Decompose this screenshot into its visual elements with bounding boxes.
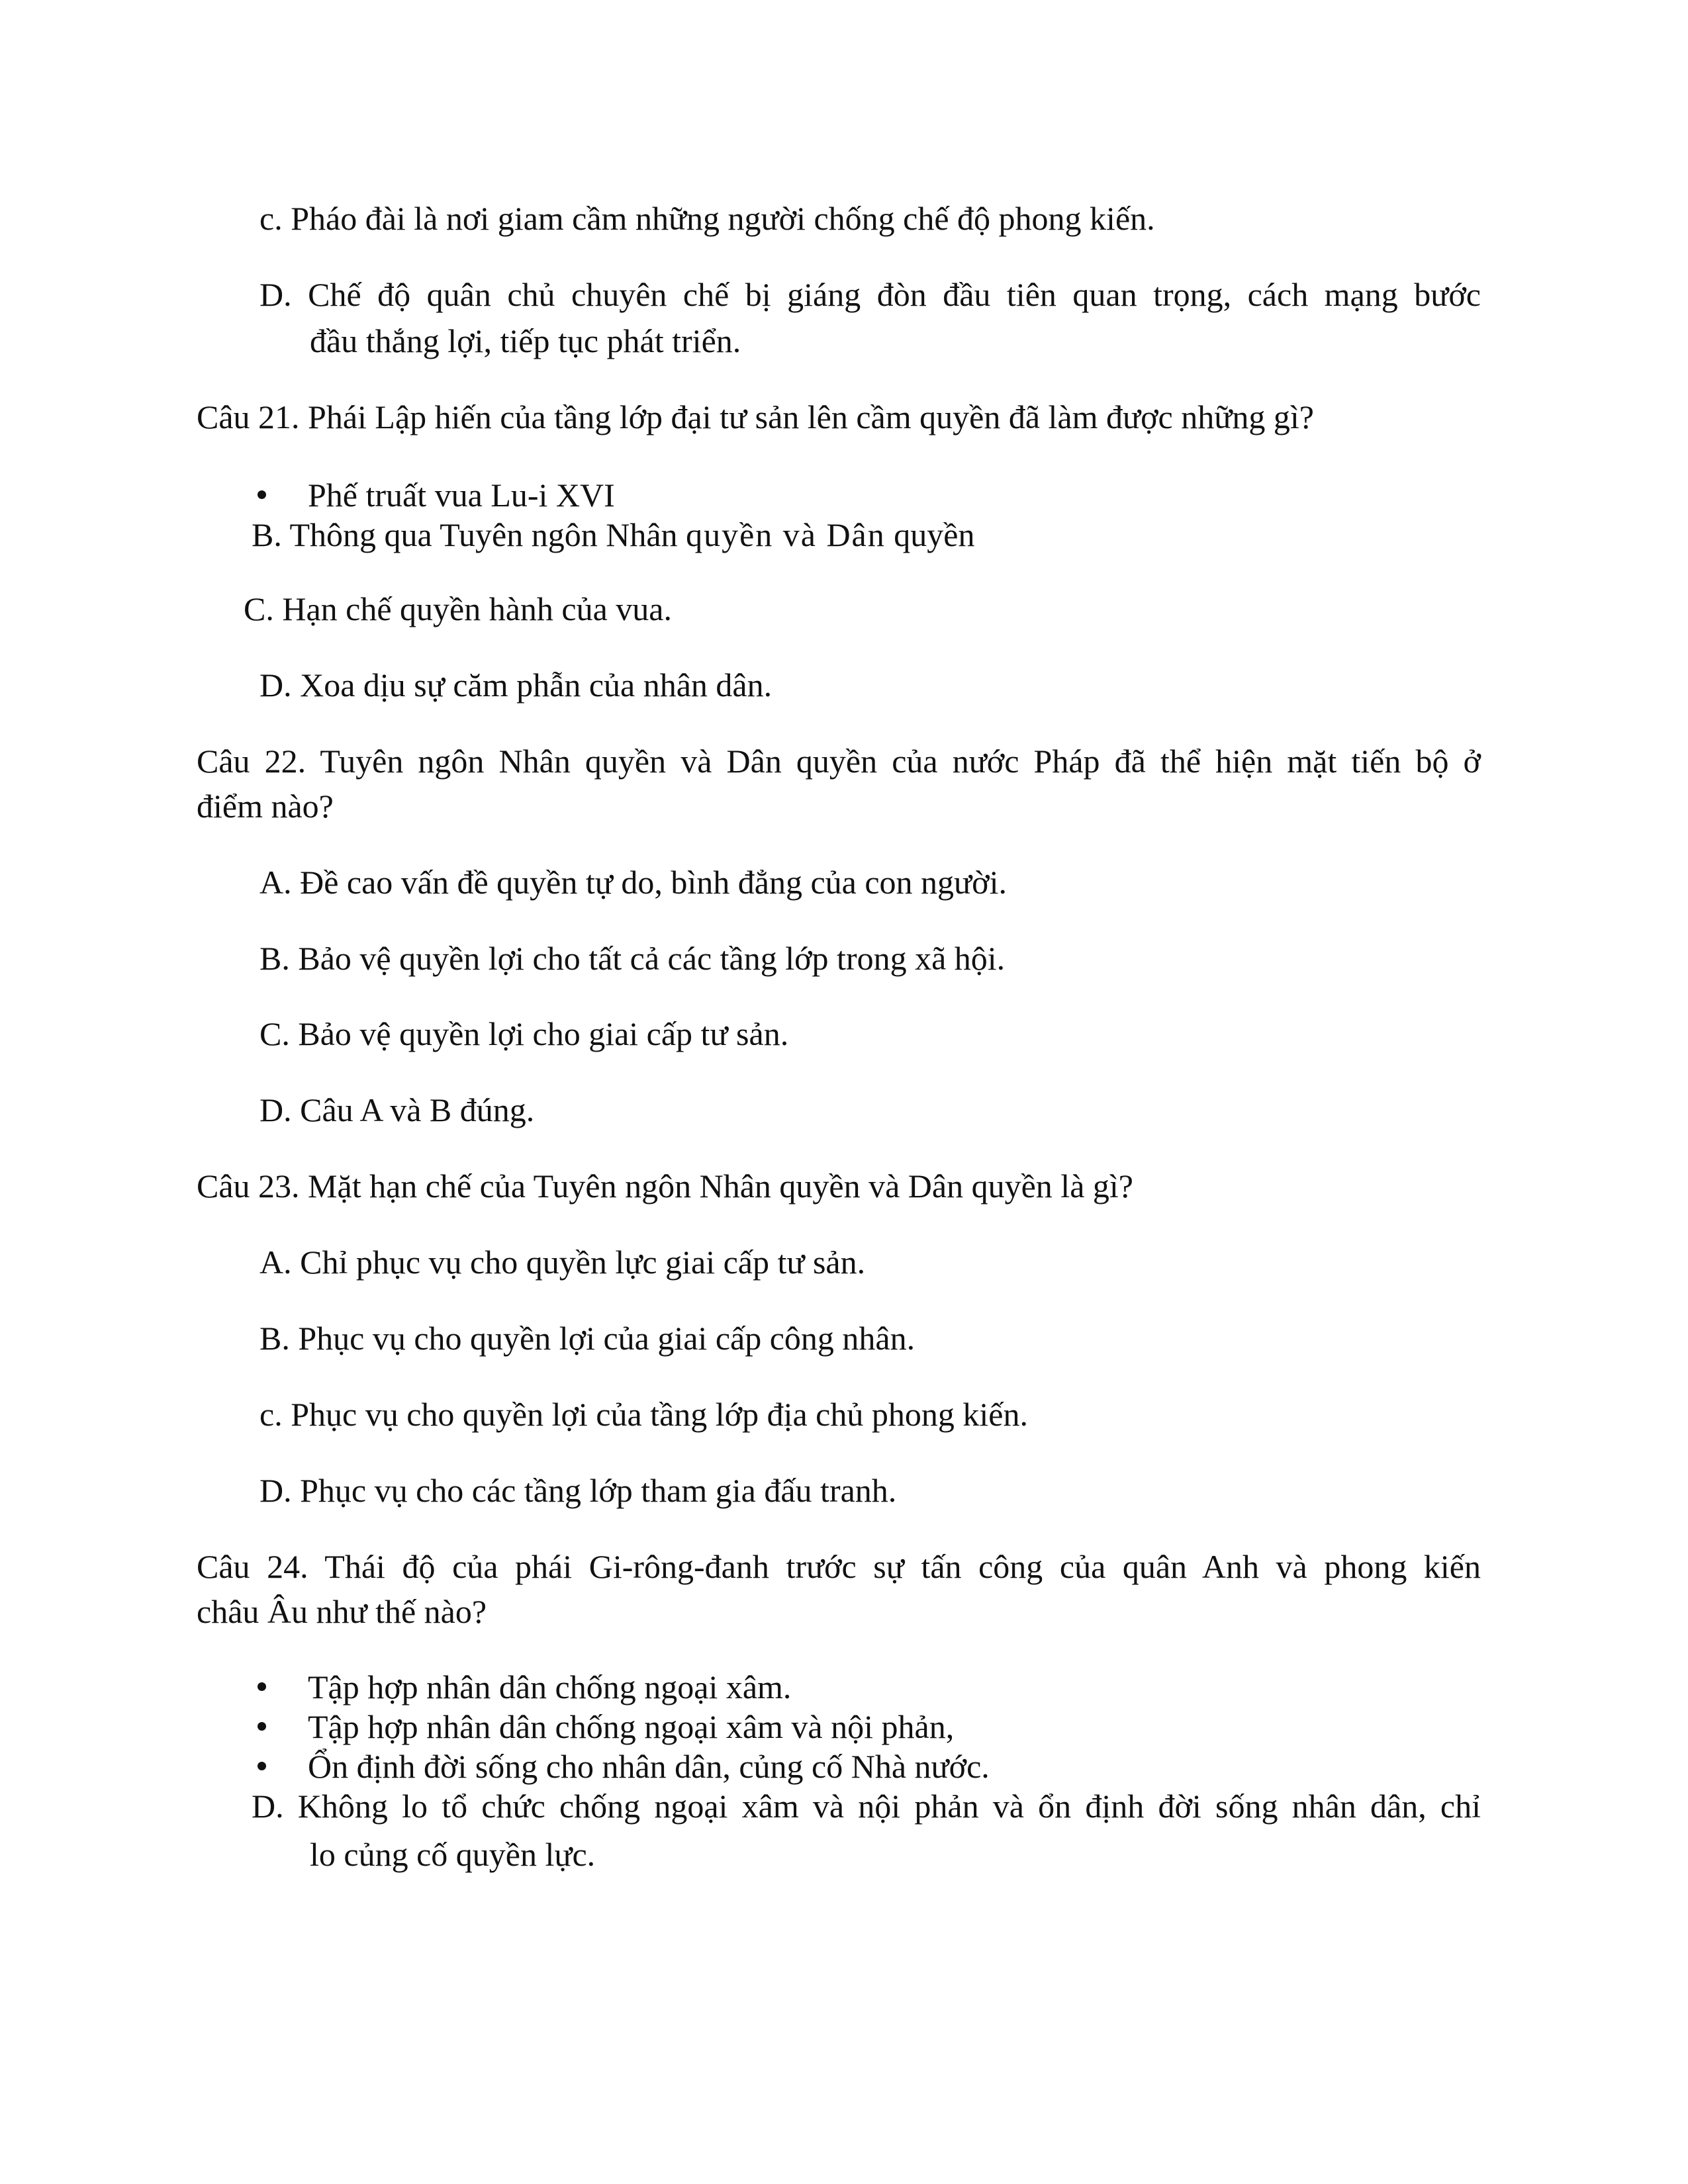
q21-option-b-part2: quyền và Dân [686,516,886,553]
q22-option-d: D. Câu A và B đúng. [259,1091,535,1128]
q23-option-b: B. Phục vụ cho quyền lợi của giai cấp công nhân. [259,1320,915,1357]
q21-option-d: D. Xoa dịu sự căm phẫn của nhân dân. [259,666,773,704]
q24-bullet-c: Ổn định đời sống cho nhân dân, củng cố Nhà nước. [308,1748,990,1785]
bullet-icon [258,1762,266,1770]
q24-bullet-b: Tập hợp nhân dân chống ngoại xâm và nội phản, [308,1708,955,1745]
q22-option-a: A. Đề cao vấn đề quyền tự do, bình đẳng của con người. [259,864,1007,901]
bullet-icon [258,1682,266,1691]
bullet-icon [258,1722,266,1731]
q24-question-line2: châu Âu như thế nào? [197,1593,487,1630]
q21-option-c: C. Hạn chế quyền hành của vua. [244,590,672,627]
q24-option-d-line2: lo củng cố quyền lực. [310,1836,596,1873]
bullet-icon [258,490,266,499]
q24-question-line1: Câu 24. Thái độ của phái Gi-rông-đanh trước sự tấn công của quân Anh và phong kiến [197,1548,1481,1585]
q21-bullet-a: Phế truất vua Lu-i XVI [308,477,615,514]
q21-option-b [252,515,974,555]
q24-option-d-line1: D. Không lo tổ chức chống ngoại xâm và nội phản và ổn định đời sống nhân dân, chỉ [252,1788,1481,1825]
q23-option-a: A. Chỉ phục vụ cho quyền lực giai cấp tư sản. [259,1244,866,1281]
q21-option-b-part3: quyền [894,516,975,553]
q23-option-c: c. Phục vụ cho quyền lợi của tầng lớp địa chủ phong kiến. [259,1396,1028,1433]
q21-option-b-part1: B. Thông qua Tuyên ngôn Nhân [252,516,678,553]
q22-question-line2: điểm nào? [197,788,334,825]
q22-option-b: B. Bảo vệ quyền lợi cho tất cả các tầng lớp trong xã hội. [259,940,1006,977]
q23-question: Câu 23. Mặt hạn chế của Tuyên ngôn Nhân quyền và Dân quyền là gì? [197,1167,1133,1205]
q20-option-c: c. Pháo đài là nơi giam cầm những người chống chế độ phong kiến. [259,200,1155,237]
q22-question-line1: Câu 22. Tuyên ngôn Nhân quyền và Dân quyền của nước Pháp đã thể hiện mặt tiến bộ ở [197,743,1481,780]
q20-option-d-line2: đầu thắng lợi, tiếp tục phát triển. [310,322,741,359]
q22-option-c: C. Bảo vệ quyền lợi cho giai cấp tư sản. [259,1015,789,1052]
q23-option-d: D. Phục vụ cho các tầng lớp tham gia đấu tranh. [259,1472,897,1509]
q20-option-d-line1: D. Chế độ quân chủ chuyên chế bị giáng đòn đầu tiên quan trọng, cách mạng bước [259,276,1481,313]
q24-bullet-a: Tập hợp nhân dân chống ngoại xâm. [308,1668,792,1706]
q21-question: Câu 21. Phái Lập hiến của tầng lớp đại tư sản lên cầm quyền đã làm được những gì? [197,398,1314,435]
